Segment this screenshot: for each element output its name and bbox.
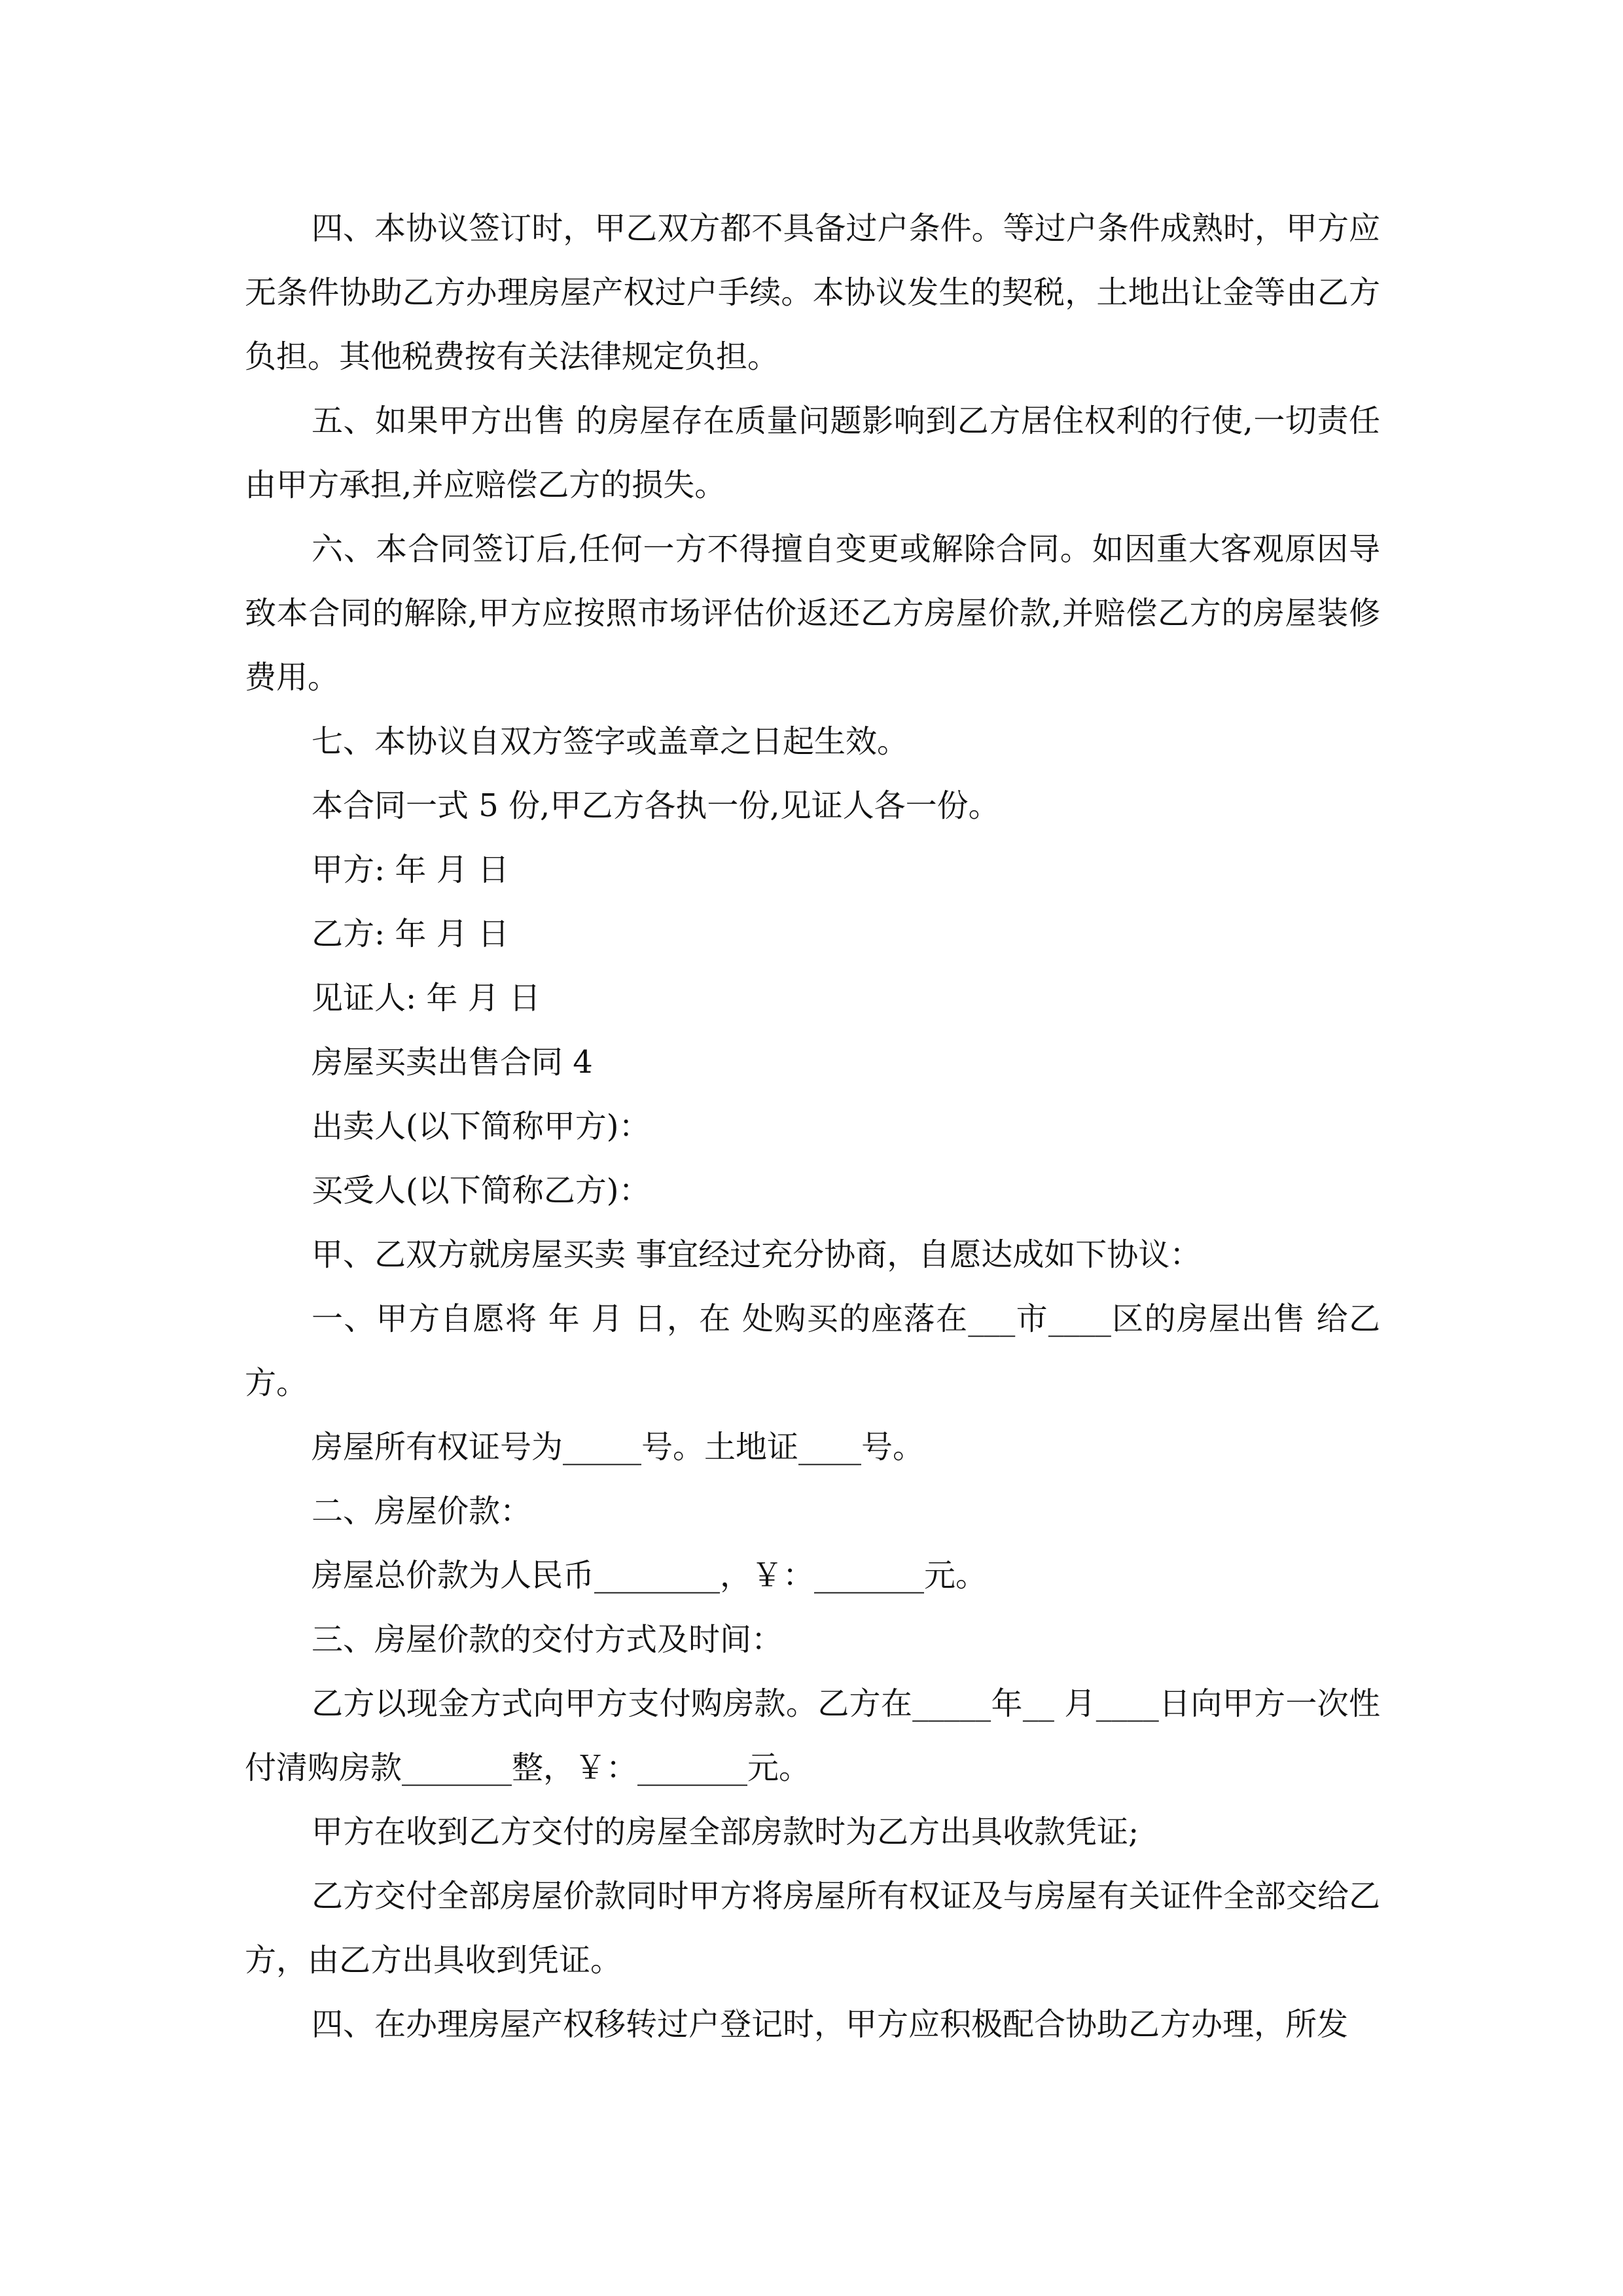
clause-6-termination: 六、本合同签订后,任何一方不得擅自变更或解除合同。如因重大客观原因导致本合同的解除,甲方应按照市场评估价返还乙方房屋价款,并赔偿乙方的房屋装修费用。 xyxy=(245,531,1380,696)
party-a-signature-line: 甲方: 年 月 日 xyxy=(312,852,509,888)
clause-1-sale: 一、甲方自愿将 年 月 日，在 处购买的座落在___市____区的房屋出售 给乙方。 xyxy=(245,1300,1380,1401)
copies-note: 本合同一式 5 份,甲乙方各执一份,见证人各一份。 xyxy=(312,787,1000,824)
clause-5-quality: 五、如果甲方出售 的房屋存在质量问题影响到乙方居住权利的行使,一切责任由甲方承担,并应赔偿乙方的损失。 xyxy=(245,403,1380,503)
seller-line: 出卖人(以下简称甲方)： xyxy=(312,1108,651,1145)
clause-4-transfer: 四、在办理房屋产权移转过户登记时，甲方应积极配合协助乙方办理，所发 xyxy=(312,2006,1349,2043)
certificate-numbers: 房屋所有权证号为_____号。土地证____号。 xyxy=(312,1429,925,1465)
clause-3-heading: 三、房屋价款的交付方式及时间： xyxy=(312,1621,783,1658)
total-price: 房屋总价款为人民币________，￥：_______元。 xyxy=(312,1557,988,1594)
receipt-terms: 甲方在收到乙方交付的房屋全部房款时为乙方出具收款凭证; xyxy=(312,1814,1139,1850)
contract-body xyxy=(245,196,1380,2056)
witness-signature-line: 见证人: 年 月 日 xyxy=(312,980,541,1016)
document-handover: 乙方交付全部房屋价款同时甲方将房屋所有权证及与房屋有关证件全部交给乙方，由乙方出具收到凭证。 xyxy=(245,1878,1380,1979)
buyer-line: 买受人(以下简称乙方)： xyxy=(312,1172,651,1209)
clause-7-effective: 七、本协议自双方签字或盖章之日起生效。 xyxy=(312,723,909,760)
agreement-intro: 甲、乙双方就房屋买卖 事宜经过充分协商，自愿达成如下协议： xyxy=(312,1236,1202,1273)
payment-terms: 乙方以现金方式向甲方支付购房款。乙方在_____年__ 月____日向甲方一次性付清购房款_______整，￥：_______元。 xyxy=(245,1685,1380,1786)
clause-2-heading: 二、房屋价款： xyxy=(312,1493,532,1530)
clause-4-registration: 四、本协议签订时，甲乙双方都不具备过户条件。等过户条件成熟时，甲方应无条件协助乙方办理房屋产权过户手续。本协议发生的契税，土地出让金等由乙方负担。其他税费按有关法律规定负担。 xyxy=(245,210,1380,375)
party-b-signature-line: 乙方: 年 月 日 xyxy=(312,916,509,952)
contract-title: 房屋买卖出售合同 4 xyxy=(312,1044,593,1081)
